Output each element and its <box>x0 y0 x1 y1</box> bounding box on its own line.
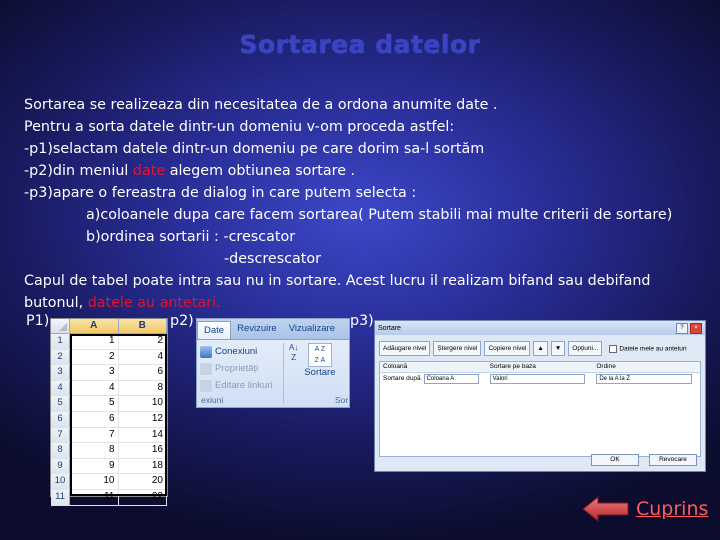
ok-button[interactable]: OK <box>591 454 639 466</box>
row-header[interactable]: 9 <box>51 459 70 474</box>
cell-b[interactable]: 20 <box>119 474 168 489</box>
dialog-titlebar <box>375 321 705 335</box>
grid-header-order: Ordine <box>596 363 616 370</box>
row-header[interactable]: 4 <box>51 381 70 396</box>
cancel-button[interactable]: Revocare <box>649 454 697 466</box>
cell-b[interactable]: 14 <box>119 428 168 443</box>
add-level-button[interactable]: Adăugare nivel <box>379 341 430 356</box>
select-all-corner[interactable] <box>51 319 70 333</box>
cell-a[interactable]: 5 <box>70 396 119 411</box>
row-header[interactable]: 8 <box>51 443 70 458</box>
cuprins-nav[interactable] <box>582 496 708 522</box>
move-down-button[interactable]: ▼ <box>551 341 565 356</box>
cell-b[interactable]: 12 <box>119 412 168 427</box>
cell-a[interactable]: 10 <box>70 474 119 489</box>
cell-b[interactable]: 4 <box>119 350 168 365</box>
cell-a[interactable]: 7 <box>70 428 119 443</box>
tab-revizuire[interactable]: Revizuire <box>237 323 277 334</box>
grid-header <box>380 362 700 373</box>
sortare-button[interactable] <box>304 343 335 378</box>
text-line <box>24 160 714 182</box>
cell-a[interactable]: 1 <box>70 334 119 349</box>
back-arrow-icon[interactable] <box>582 496 630 522</box>
step-label-p3: p3) <box>350 313 374 329</box>
row-header[interactable]: 10 <box>51 474 70 489</box>
row-header[interactable]: 1 <box>51 334 70 349</box>
cell-a[interactable]: 8 <box>70 443 119 458</box>
grid-header-column: Coloană <box>383 363 408 370</box>
table-row <box>51 428 167 444</box>
column-header-a[interactable]: A <box>70 319 119 333</box>
close-icon[interactable]: × <box>690 323 702 334</box>
sort-az-icon[interactable]: A↓ Z <box>289 343 299 362</box>
highlight-text: date <box>132 163 166 179</box>
cell-a[interactable]: 9 <box>70 459 119 474</box>
grid-header-basis: Sortare pe baza <box>489 363 536 370</box>
text-line: Sortarea se realizeaza din necesitatea de a ordona anumite date . <box>24 97 498 113</box>
basis-select[interactable]: Valori <box>490 374 585 384</box>
edit-links-icon <box>200 380 212 392</box>
dialog-title: Sortare <box>378 324 401 332</box>
slide-title: Sortarea datelor <box>239 30 481 59</box>
tab-date[interactable]: Date <box>197 321 231 339</box>
sort-levels-grid <box>379 361 701 457</box>
editare-linkuri-label: Editare linkuri <box>215 380 273 391</box>
table-row <box>51 443 167 459</box>
cell-b[interactable]: 18 <box>119 459 168 474</box>
text-line <box>24 292 714 314</box>
copy-level-button[interactable]: Copiere nivel <box>484 341 530 356</box>
header-checkbox-row[interactable] <box>609 345 686 353</box>
text-fragment: -p2)din meniul <box>24 163 133 179</box>
text-line: b)ordinea sortarii : -crescator <box>86 229 296 245</box>
slide-body <box>24 94 714 314</box>
group-name-sort: Sor <box>335 395 349 405</box>
dialog-footer <box>591 454 697 466</box>
text-line: -p1)selactam datele dintr-un domeniu pe care dorim sa-l sortăm <box>24 141 485 157</box>
text-line: a)coloanele dupa care facem sortarea( Putem stabili mai multe criterii de sortare) <box>86 207 673 223</box>
column-select[interactable]: Coloana A <box>424 374 480 384</box>
table-row <box>51 474 167 490</box>
highlight-text: datele au antetari. <box>87 295 221 311</box>
step-label-p1: P1) <box>26 313 50 329</box>
connections-icon <box>200 346 212 358</box>
ribbon-tabs <box>197 319 349 340</box>
table-row <box>51 334 167 350</box>
cell-b[interactable]: 2 <box>119 334 168 349</box>
sort-dialog-icon: A Z Z A <box>308 343 332 367</box>
sort-row-label: Sortare după <box>383 375 421 382</box>
proprietati-label: Proprietăți <box>215 363 259 374</box>
row-header[interactable]: 11 <box>51 490 70 505</box>
sortare-label: Sortare <box>304 367 336 378</box>
spreadsheet-image <box>50 318 168 502</box>
editare-linkuri-button[interactable] <box>200 377 273 394</box>
table-row <box>51 381 167 397</box>
text-fragment: alegem obtiunea sortare . <box>165 163 356 179</box>
row-header[interactable]: 3 <box>51 365 70 380</box>
cell-b[interactable]: 22 <box>119 490 168 505</box>
sort-level-row[interactable] <box>380 373 700 385</box>
move-up-button[interactable]: ▲ <box>533 341 547 356</box>
options-button[interactable]: Opțiuni... <box>568 341 602 356</box>
group-name-connections: exiuni <box>201 395 224 405</box>
delete-level-button[interactable]: Ștergere nivel <box>433 341 481 356</box>
proprietati-button[interactable] <box>200 360 273 377</box>
column-header-row <box>51 319 167 334</box>
cell-a[interactable]: 6 <box>70 412 119 427</box>
ribbon-separator <box>283 343 284 403</box>
cuprins-link[interactable]: Cuprins <box>636 498 709 520</box>
table-row <box>51 365 167 381</box>
table-row <box>51 396 167 412</box>
cell-a[interactable]: 2 <box>70 350 119 365</box>
cell-b[interactable]: 16 <box>119 443 168 458</box>
cell-a[interactable]: 11 <box>70 490 119 505</box>
cell-b[interactable]: 6 <box>119 365 168 380</box>
table-row <box>51 459 167 475</box>
column-header-b[interactable]: B <box>119 319 168 333</box>
table-row <box>51 490 167 506</box>
step-label-p2: p2) <box>170 313 194 329</box>
sheet-rows <box>51 334 167 506</box>
connections-group <box>200 343 273 394</box>
row-header[interactable]: 5 <box>51 396 70 411</box>
row-header[interactable]: 7 <box>51 428 70 443</box>
cell-a[interactable]: 4 <box>70 381 119 396</box>
cell-b[interactable]: 10 <box>119 396 168 411</box>
sort-dialog-image <box>374 320 706 472</box>
properties-icon <box>200 363 212 375</box>
cell-a[interactable]: 3 <box>70 365 119 380</box>
table-row <box>51 412 167 428</box>
row-header[interactable]: 6 <box>51 412 70 427</box>
conexiuni-label: Conexiuni <box>215 346 258 357</box>
text-line: Pentru a sorta datele dintr-un domeniu v-om proceda astfel: <box>24 119 455 135</box>
row-header[interactable]: 2 <box>51 350 70 365</box>
table-row <box>51 350 167 366</box>
ribbon-image <box>196 318 350 408</box>
text-fragment: butonul, <box>24 295 88 311</box>
text-line: Capul de tabel poate intra sau nu in sortare. Acest lucru il realizam bifand sau debifand <box>24 273 651 289</box>
sort-group <box>289 343 336 378</box>
conexiuni-button[interactable] <box>200 343 273 360</box>
tab-vizualizare[interactable]: Vizualizare <box>288 323 335 334</box>
headers-checkbox[interactable] <box>609 345 617 353</box>
dialog-toolbar <box>375 335 705 358</box>
order-select[interactable]: De la A la Z <box>596 374 691 384</box>
text-line: -descrescator <box>224 251 321 267</box>
headers-checkbox-label: Datele mele au anteturi <box>619 345 687 353</box>
help-icon[interactable]: ? <box>676 323 688 334</box>
text-line: -p3)apare o fereastra de dialog in care putem selecta : <box>24 185 417 201</box>
cell-b[interactable]: 8 <box>119 381 168 396</box>
